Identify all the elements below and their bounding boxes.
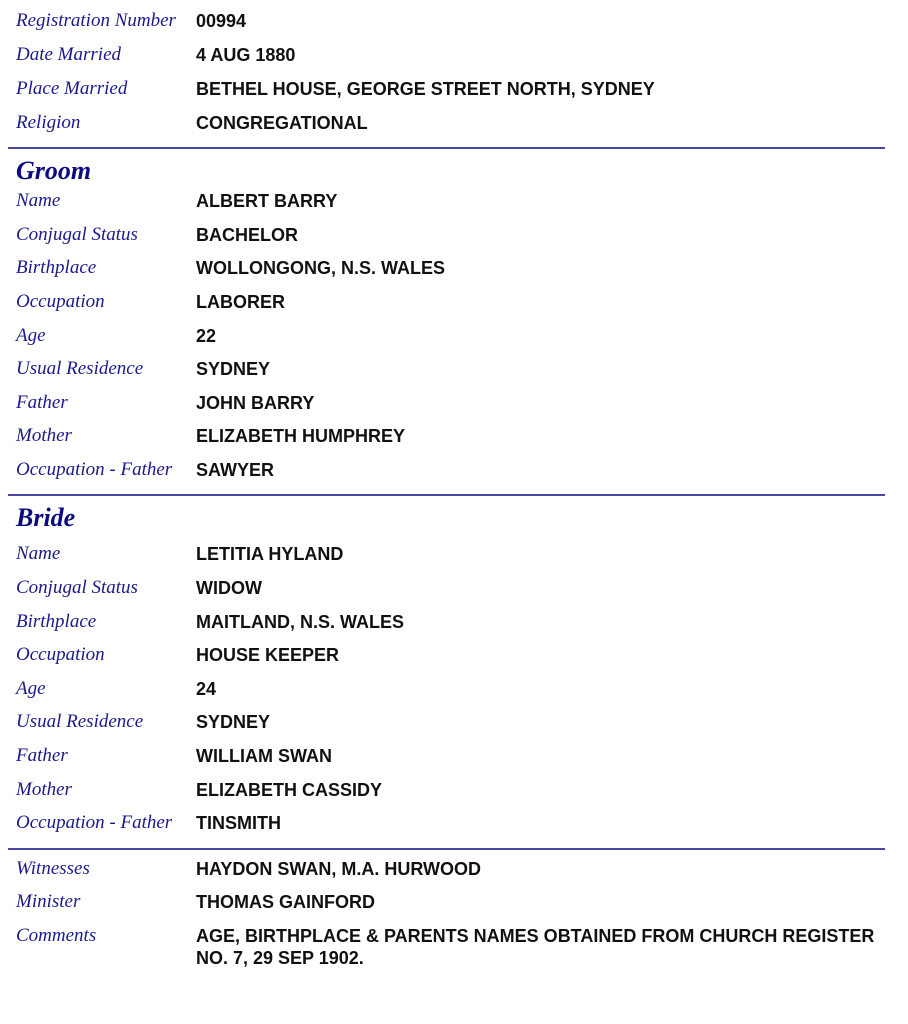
comments-row [0, 923, 908, 973]
field-value: LETITIA HYLAND [196, 544, 344, 564]
field-label: Name [16, 543, 61, 564]
field-label: Occupation [16, 644, 105, 665]
field-label: Usual Residence [16, 358, 144, 379]
groom-occupation-father-row [0, 457, 908, 487]
field-label: Religion [16, 112, 81, 133]
field-value: 22 [196, 326, 217, 346]
groom-age-row [0, 323, 908, 353]
field-label: Occupation [16, 291, 105, 312]
field-value: WIDOW [196, 578, 262, 598]
field-value: SYDNEY [196, 712, 271, 732]
field-value: THOMAS GAINFORD [196, 892, 375, 912]
section-divider [8, 147, 885, 149]
registration-number-row [0, 8, 908, 38]
section-divider [8, 494, 885, 496]
groom-heading: Groom [16, 156, 92, 185]
field-label: Father [16, 392, 68, 413]
field-value: LABORER [196, 292, 285, 312]
field-value: WILLIAM SWAN [196, 746, 332, 766]
field-value: BACHELOR [196, 225, 298, 245]
field-label: Occupation - Father [16, 459, 173, 480]
field-value: 24 [196, 679, 217, 699]
field-label: Name [16, 190, 61, 211]
field-value: 4 AUG 1880 [196, 45, 296, 65]
field-label: Date Married [16, 44, 122, 65]
groom-birthplace-row [0, 255, 908, 285]
bride-name-row [0, 541, 908, 571]
field-label: Birthplace [16, 257, 97, 278]
field-label: Age [16, 325, 46, 346]
field-value: MAITLAND, N.S. WALES [196, 612, 404, 632]
field-label: Father [16, 745, 68, 766]
groom-conjugal-status-row [0, 222, 908, 252]
field-value: TINSMITH [196, 813, 281, 833]
field-label: Mother [16, 425, 72, 446]
bride-birthplace-row [0, 609, 908, 639]
field-label: Occupation - Father [16, 812, 173, 833]
field-value: WOLLONGONG, N.S. WALES [196, 258, 445, 278]
bride-mother-row [0, 777, 908, 807]
witnesses-row [0, 856, 908, 886]
field-value: 00994 [196, 11, 247, 31]
section-divider [8, 848, 885, 850]
bride-occupation-row [0, 642, 908, 672]
bride-father-row [0, 743, 908, 773]
bride-heading: Bride [16, 503, 76, 532]
bride-conjugal-status-row [0, 575, 908, 605]
field-value: ALBERT BARRY [196, 191, 338, 211]
religion-row [0, 110, 908, 140]
groom-occupation-row [0, 289, 908, 319]
field-value: SYDNEY [196, 359, 271, 379]
field-value: AGE, BIRTHPLACE & PARENTS NAMES OBTAINED FROM CHURCH REGISTER NO. 7, 29 SEP 1902. [196, 926, 875, 968]
field-label: Conjugal Status [16, 224, 138, 245]
field-label: Birthplace [16, 611, 97, 632]
groom-usual-residence-row [0, 356, 908, 386]
date-married-row [0, 42, 908, 72]
groom-mother-row [0, 423, 908, 453]
field-value: BETHEL HOUSE, GEORGE STREET NORTH, SYDNEY [196, 79, 655, 99]
field-label: Mother [16, 779, 72, 800]
field-value: SAWYER [196, 460, 275, 480]
field-value: ELIZABETH HUMPHREY [196, 426, 406, 446]
field-value: CONGREGATIONAL [196, 113, 368, 133]
field-label: Place Married [16, 78, 128, 99]
field-value: ELIZABETH CASSIDY [196, 780, 383, 800]
bride-usual-residence-row [0, 709, 908, 739]
bride-occupation-father-row [0, 810, 908, 840]
minister-row [0, 889, 908, 919]
field-value: HAYDON SWAN, M.A. HURWOOD [196, 859, 482, 879]
field-label: Age [16, 678, 46, 699]
field-value: HOUSE KEEPER [196, 645, 340, 665]
bride-age-row [0, 676, 908, 706]
field-label: Minister [16, 891, 81, 912]
field-label: Witnesses [16, 858, 90, 879]
field-label: Usual Residence [16, 711, 144, 732]
field-value: JOHN BARRY [196, 393, 315, 413]
groom-name-row [0, 188, 908, 218]
field-label: Comments [16, 925, 97, 946]
field-label: Registration Number [16, 10, 176, 31]
place-married-row [0, 76, 908, 106]
field-label: Conjugal Status [16, 577, 138, 598]
groom-father-row [0, 390, 908, 420]
